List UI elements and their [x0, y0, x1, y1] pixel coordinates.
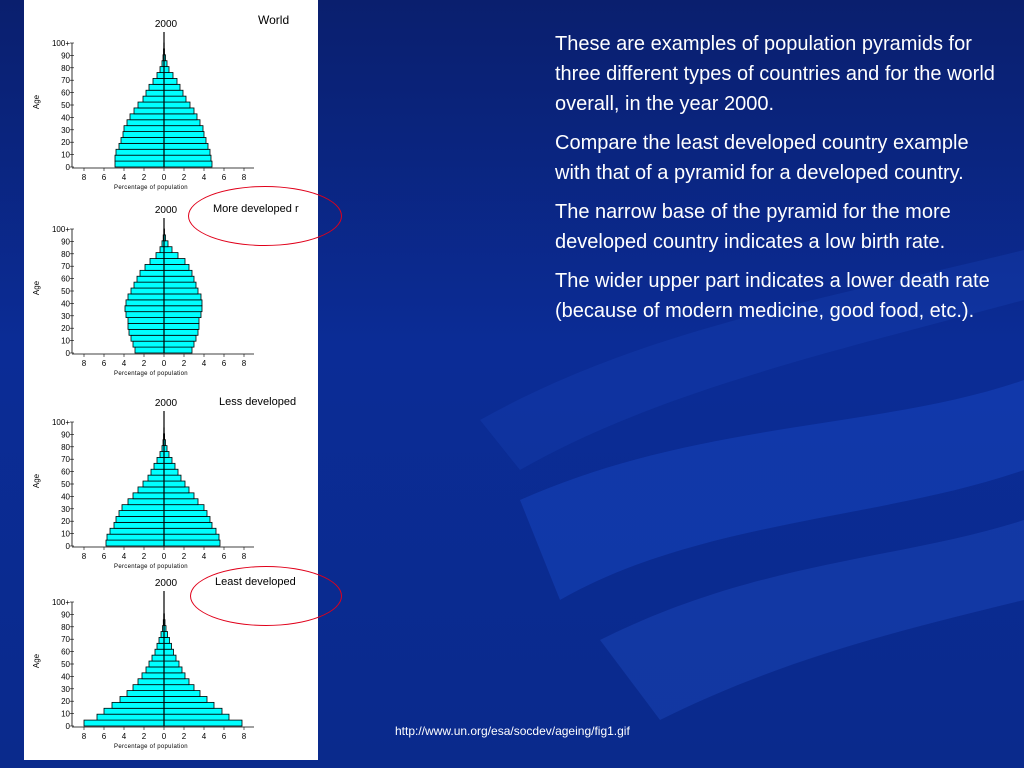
y-tick-label: 10: [61, 709, 70, 719]
paragraph-narrow-base: The narrow base of the pyramid for the more developed country indicates a low birth rate.: [555, 201, 951, 253]
bar-female-55-59: [164, 475, 181, 481]
bar-female-30-34: [164, 126, 203, 132]
y-axis-label: Age: [32, 473, 41, 489]
bar-male-0-4: [115, 161, 164, 167]
bar-female-55-59: [164, 655, 176, 661]
bar-female-90-94: [164, 241, 168, 247]
bar-female-75-79: [164, 259, 185, 265]
y-tick-label: 20: [61, 697, 70, 707]
bar-female-10-14: [164, 149, 210, 155]
bar-male-35-39: [127, 120, 164, 126]
bar-female-30-34: [164, 505, 204, 511]
pyramid-chart-less-developed: [24, 389, 318, 579]
x-tick-label: 8: [241, 173, 247, 182]
bar-male-40-44: [133, 493, 164, 499]
bar-female-40-44: [164, 673, 185, 679]
x-tick-label: 0: [161, 173, 167, 182]
y-tick-label: 10: [61, 529, 70, 539]
bar-female-50-54: [164, 661, 179, 667]
bar-male-25-29: [119, 511, 164, 517]
bar-female-10-14: [164, 335, 196, 341]
bar-female-0-4: [164, 540, 220, 546]
bar-female-35-39: [164, 679, 189, 685]
x-axis-label: Percentage of population: [114, 185, 188, 191]
x-tick-label: 8: [241, 732, 247, 741]
y-tick-label: 30: [61, 125, 70, 135]
bar-male-5-9: [97, 714, 164, 720]
bar-male-5-9: [107, 534, 164, 540]
y-tick-label: 100+: [51, 598, 70, 607]
x-tick-label: 8: [81, 173, 87, 182]
x-tick-label: 4: [121, 732, 127, 741]
bar-male-30-34: [133, 685, 164, 691]
x-tick-label: 4: [121, 359, 127, 368]
bar-female-45-49: [164, 294, 201, 300]
y-tick-label: 80: [61, 63, 70, 73]
x-tick-label: 2: [181, 173, 187, 182]
bar-male-60-64: [146, 90, 164, 96]
x-tick-label: 6: [221, 359, 227, 368]
bar-female-5-9: [164, 714, 229, 720]
x-tick-label: 2: [141, 552, 147, 561]
y-tick-label: 10: [61, 336, 70, 346]
bar-male-55-59: [148, 475, 164, 481]
x-tick-label: 2: [181, 732, 187, 741]
x-tick-label: 2: [181, 552, 187, 561]
x-axis-label: Percentage of population: [114, 371, 188, 377]
bar-male-75-79: [150, 259, 164, 265]
x-tick-label: 8: [81, 732, 87, 741]
y-tick-label: 60: [61, 274, 70, 284]
bar-female-10-14: [164, 528, 216, 534]
y-tick-label: 30: [61, 684, 70, 694]
bar-female-50-54: [164, 481, 185, 487]
bar-female-20-24: [164, 696, 207, 702]
y-tick-label: 20: [61, 138, 70, 148]
x-tick-label: 4: [201, 732, 207, 741]
bar-male-50-54: [138, 102, 164, 108]
x-tick-label: 8: [241, 359, 247, 368]
bar-female-45-49: [164, 487, 189, 493]
bar-male-40-44: [130, 114, 164, 120]
region-label: World: [258, 13, 290, 27]
bar-male-10-14: [131, 335, 164, 341]
y-tick-label: 20: [61, 324, 70, 334]
x-tick-label: 2: [141, 732, 147, 741]
y-axis-label: Age: [32, 94, 41, 110]
bar-male-5-9: [133, 341, 164, 347]
bar-male-65-69: [157, 643, 164, 649]
y-tick-label: 100+: [51, 39, 70, 48]
x-tick-label: 6: [101, 359, 107, 368]
x-tick-label: 6: [221, 552, 227, 561]
bar-female-65-69: [164, 84, 180, 90]
y-tick-label: 20: [61, 517, 70, 527]
bar-male-20-24: [120, 696, 164, 702]
y-tick-label: 30: [61, 311, 70, 321]
slide-text-block: [555, 29, 995, 335]
y-tick-label: 90: [61, 430, 70, 440]
x-tick-label: 0: [161, 552, 167, 561]
bar-female-70-74: [164, 457, 172, 463]
bar-male-75-79: [157, 73, 164, 79]
bar-male-35-39: [128, 499, 164, 505]
bar-female-15-19: [164, 522, 212, 528]
bar-male-25-29: [123, 132, 164, 138]
bar-male-15-19: [119, 143, 164, 149]
bar-female-25-29: [164, 318, 199, 324]
highlight-circle-more-developed: [188, 186, 342, 246]
bar-female-0-4: [164, 347, 192, 353]
y-tick-label: 50: [61, 660, 70, 669]
bar-female-65-69: [164, 270, 192, 276]
bar-female-60-64: [164, 649, 174, 655]
x-tick-label: 2: [141, 173, 147, 182]
bar-male-45-49: [146, 667, 164, 673]
bar-female-20-24: [164, 516, 210, 522]
bar-male-40-44: [142, 673, 164, 679]
bar-male-60-64: [137, 276, 164, 282]
bar-female-15-19: [164, 143, 208, 149]
y-tick-label: 50: [61, 287, 70, 296]
paragraph-wider-upper: The wider upper part indicates a lower death rate (because of modern medicine, good food, etc.).: [555, 270, 990, 322]
bar-male-80-84: [156, 253, 164, 259]
bar-female-0-4: [164, 720, 242, 726]
x-tick-label: 0: [161, 359, 167, 368]
x-tick-label: 0: [161, 732, 167, 741]
bar-male-70-74: [145, 264, 164, 270]
source-link[interactable]: http://www.un.org/esa/socdev/ageing/fig1.gif: [395, 724, 630, 738]
x-tick-label: 4: [201, 173, 207, 182]
y-axis-label: Age: [32, 280, 41, 296]
bar-female-40-44: [164, 300, 202, 306]
bar-male-50-54: [149, 661, 164, 667]
bar-male-20-24: [121, 137, 164, 143]
bar-female-60-64: [164, 469, 178, 475]
bar-female-15-19: [164, 329, 198, 335]
bar-male-10-14: [110, 528, 164, 534]
bar-male-45-49: [128, 294, 164, 300]
bar-female-50-54: [164, 102, 190, 108]
chart-title: 2000: [154, 398, 178, 409]
bar-female-15-19: [164, 702, 214, 708]
bar-female-40-44: [164, 493, 194, 499]
bar-female-65-69: [164, 463, 175, 469]
bar-female-25-29: [164, 132, 204, 138]
bar-male-70-74: [153, 78, 164, 84]
bar-female-25-29: [164, 691, 200, 697]
y-tick-label: 100+: [51, 225, 70, 234]
bar-male-55-59: [134, 282, 164, 288]
chart-title: 2000: [154, 205, 178, 216]
y-tick-label: 90: [61, 610, 70, 620]
paragraph-intro: These are examples of population pyramids for three different types of countries and for the world overall, in the year 2000.: [555, 33, 995, 115]
bar-female-50-54: [164, 288, 198, 294]
y-tick-label: 40: [61, 492, 70, 502]
y-tick-label: 0: [65, 722, 70, 731]
bar-male-30-34: [122, 505, 164, 511]
y-tick-label: 10: [61, 150, 70, 160]
bar-male-15-19: [129, 329, 164, 335]
chart-title: 2000: [154, 19, 178, 30]
bar-male-45-49: [138, 487, 164, 493]
y-tick-label: 80: [61, 622, 70, 632]
bar-female-70-74: [164, 78, 177, 84]
region-label: Less developed: [219, 396, 297, 408]
x-tick-label: 6: [101, 732, 107, 741]
y-tick-label: 70: [61, 455, 70, 465]
bar-male-50-54: [143, 481, 164, 487]
x-tick-label: 6: [221, 732, 227, 741]
bar-male-5-9: [115, 155, 164, 161]
x-tick-label: 8: [241, 552, 247, 561]
bar-male-70-74: [157, 457, 164, 463]
bar-female-30-34: [164, 685, 194, 691]
y-tick-label: 60: [61, 647, 70, 657]
bar-male-0-4: [84, 720, 164, 726]
y-tick-label: 60: [61, 88, 70, 98]
bar-male-35-39: [125, 306, 164, 312]
region-label: More developed r: [213, 203, 299, 215]
x-tick-label: 2: [141, 359, 147, 368]
bar-female-35-39: [164, 306, 202, 312]
bar-female-20-24: [164, 323, 199, 329]
x-tick-label: 4: [121, 173, 127, 182]
x-tick-label: 4: [121, 552, 127, 561]
bar-male-0-4: [106, 540, 164, 546]
bar-male-30-34: [124, 126, 164, 132]
y-tick-label: 30: [61, 504, 70, 514]
bar-male-65-69: [149, 84, 164, 90]
x-tick-label: 8: [81, 552, 87, 561]
bar-female-10-14: [164, 708, 222, 714]
bar-female-20-24: [164, 137, 206, 143]
y-tick-label: 70: [61, 76, 70, 86]
bar-female-30-34: [164, 312, 201, 318]
x-tick-label: 6: [221, 173, 227, 182]
chart-title: 2000: [154, 578, 178, 589]
bar-male-70-74: [159, 637, 164, 643]
y-tick-label: 60: [61, 467, 70, 477]
bar-female-45-49: [164, 667, 182, 673]
y-tick-label: 40: [61, 299, 70, 309]
x-tick-label: 4: [201, 359, 207, 368]
bar-female-5-9: [164, 534, 219, 540]
bar-male-25-29: [127, 691, 164, 697]
bar-male-55-59: [143, 96, 164, 102]
y-tick-label: 70: [61, 262, 70, 272]
y-tick-label: 90: [61, 237, 70, 247]
y-tick-label: 70: [61, 635, 70, 645]
y-axis-label: Age: [32, 653, 41, 669]
bar-female-60-64: [164, 276, 194, 282]
bar-female-75-79: [164, 73, 173, 79]
bar-female-35-39: [164, 120, 200, 126]
x-axis-label: Percentage of population: [114, 564, 188, 570]
region-label: Least developed: [215, 576, 296, 588]
bar-female-25-29: [164, 511, 207, 517]
bar-male-55-59: [152, 655, 164, 661]
bar-female-80-84: [164, 67, 169, 73]
y-tick-label: 80: [61, 249, 70, 259]
bar-female-70-74: [164, 264, 189, 270]
y-tick-label: 50: [61, 101, 70, 110]
x-axis-label: Percentage of population: [114, 744, 188, 750]
bar-female-40-44: [164, 114, 197, 120]
y-tick-label: 0: [65, 163, 70, 172]
x-tick-label: 6: [101, 552, 107, 561]
y-tick-label: 0: [65, 349, 70, 358]
paragraph-compare: Compare the least developed country example with that of a pyramid for a developed country.: [555, 132, 969, 184]
bar-male-60-64: [151, 469, 164, 475]
bar-male-0-4: [135, 347, 164, 353]
bar-male-50-54: [131, 288, 164, 294]
bar-female-60-64: [164, 90, 183, 96]
bar-female-65-69: [164, 643, 172, 649]
bar-female-5-9: [164, 155, 211, 161]
bar-female-35-39: [164, 499, 198, 505]
bar-male-40-44: [126, 300, 164, 306]
x-tick-label: 8: [81, 359, 87, 368]
bar-male-25-29: [128, 318, 164, 324]
bar-male-10-14: [116, 149, 164, 155]
x-tick-label: 6: [101, 173, 107, 182]
bar-male-20-24: [116, 516, 164, 522]
bar-female-55-59: [164, 282, 196, 288]
y-tick-label: 40: [61, 672, 70, 682]
bar-female-0-4: [164, 161, 212, 167]
highlight-circle-least-developed: [190, 566, 342, 626]
y-tick-label: 80: [61, 442, 70, 452]
bar-male-30-34: [126, 312, 164, 318]
bar-female-55-59: [164, 96, 186, 102]
bar-male-10-14: [104, 708, 164, 714]
bar-male-45-49: [134, 108, 164, 114]
pyramid-chart-world: [24, 10, 318, 200]
y-tick-label: 100+: [51, 418, 70, 427]
bar-female-45-49: [164, 108, 194, 114]
y-tick-label: 90: [61, 51, 70, 61]
bar-female-85-89: [164, 247, 172, 253]
bar-male-15-19: [114, 522, 164, 528]
y-tick-label: 40: [61, 113, 70, 123]
bar-female-70-74: [164, 637, 170, 643]
bar-male-20-24: [128, 323, 164, 329]
y-tick-label: 0: [65, 542, 70, 551]
bar-female-75-79: [164, 452, 169, 458]
bar-female-5-9: [164, 341, 194, 347]
y-tick-label: 50: [61, 480, 70, 489]
bar-male-35-39: [138, 679, 164, 685]
x-tick-label: 2: [181, 359, 187, 368]
bar-male-65-69: [140, 270, 164, 276]
bar-male-65-69: [154, 463, 164, 469]
bar-male-15-19: [112, 702, 164, 708]
bar-male-60-64: [155, 649, 164, 655]
population-pyramids-figure: [24, 0, 318, 760]
bar-female-80-84: [164, 253, 178, 259]
x-tick-label: 4: [201, 552, 207, 561]
